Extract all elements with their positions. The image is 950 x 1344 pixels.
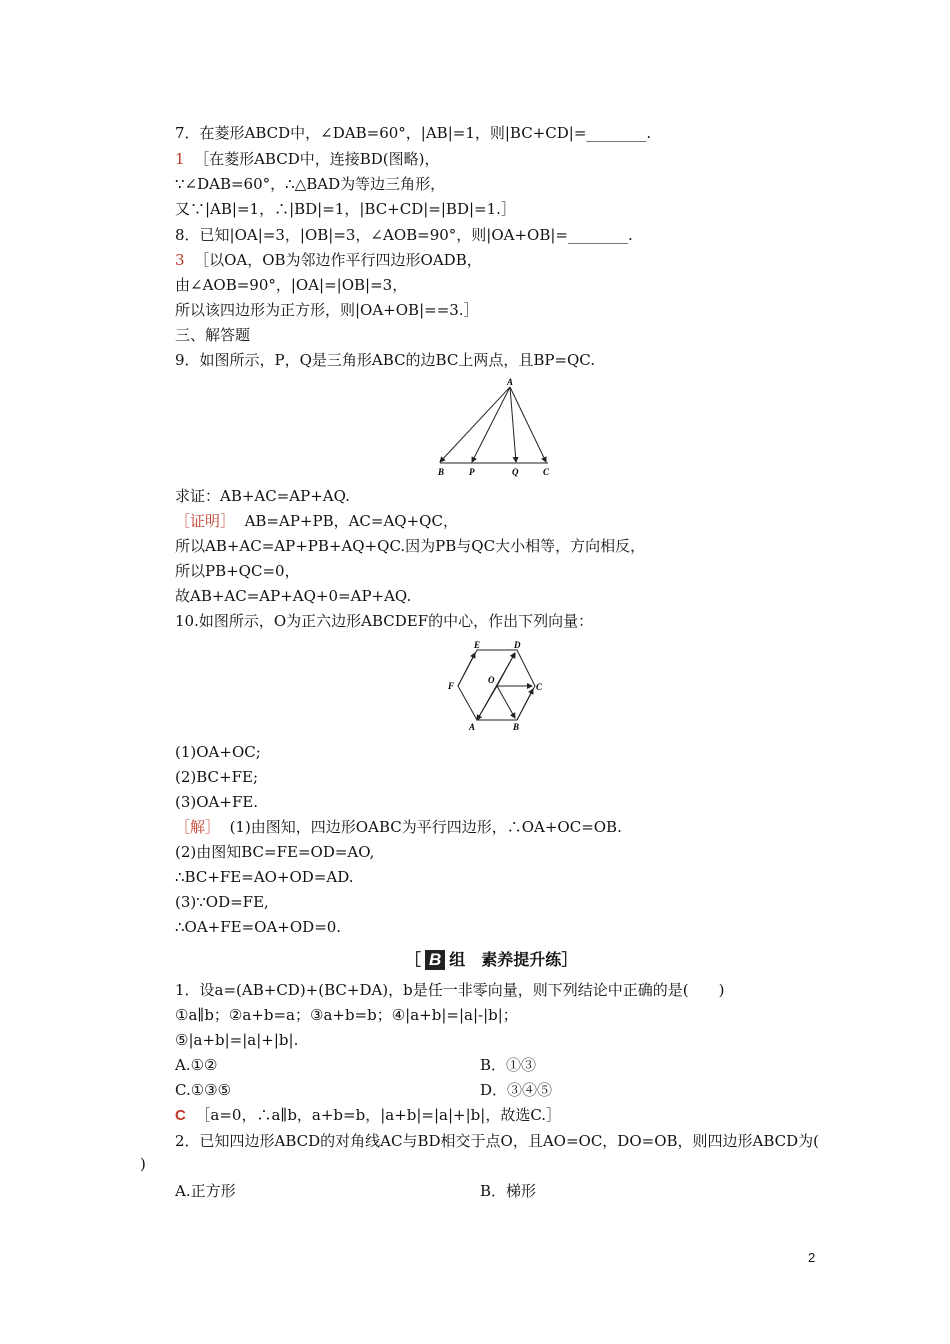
page-number: 2 <box>808 1250 816 1265</box>
b-question-1-statement-5: ⑤|a+b|=|a|+|b|. <box>175 1031 299 1049</box>
b-question-2: 2．已知四边形ABCD的对角线AC与BD相交于点O，且AO=OC，DO=OB，则四边形ABCD为( <box>175 1132 820 1150</box>
b-answer-1-text: ［a=0，∴a∥b，a+b=b，|a+b|=|a|+|b|，故选C.］ <box>195 1106 562 1124</box>
answer-10-line1 <box>175 817 622 837</box>
answer-9-text: AB=AP+PB，AC=AQ+QC， <box>244 512 458 530</box>
section-heading: 三、解答题 <box>175 326 251 344</box>
answer-8-line3: 所以该四边形为正方形，则|OA+OB|==3.］ <box>175 301 479 319</box>
option-c: C.①③⑤ <box>175 1081 232 1099</box>
answer-8-line2: 由∠AOB=90°，|OA|=|OB|=3， <box>175 276 408 294</box>
proof-tag: ［证明］ <box>175 512 236 530</box>
answer-10-line5: ∴OA+FE=OA+OD=0. <box>175 918 342 936</box>
answer-10-text: (1)由图知，四边形OABC为平行四边形，∴OA+OC=OB. <box>229 818 622 836</box>
group-b-letter: B <box>425 950 445 970</box>
label-O: O <box>488 675 495 685</box>
label-C: C <box>536 682 543 692</box>
answer-7-line3: 又∵|AB|=1，∴|BD|=1，|BC+CD|=|BD|=1.］ <box>175 200 516 218</box>
option-d: D．③④⑤ <box>480 1081 553 1099</box>
option-b: B．①③ <box>480 1056 537 1074</box>
answer-7-value: 1 <box>175 150 185 168</box>
solution-tag: ［解］ <box>175 818 221 836</box>
group-b-bracket-left: ［ <box>405 952 422 969</box>
question-10: 10.如图所示，O为正六边形ABCDEF的中心，作出下列向量： <box>175 612 594 630</box>
b-answer-1-choice: C <box>175 1107 186 1124</box>
b-question-2-cont: ) <box>140 1155 146 1173</box>
question-7: 7．在菱形ABCD中，∠DAB=60°，|AB|=1，则|BC+CD|=________. <box>175 124 652 142</box>
label-A: A <box>469 722 476 732</box>
label-B: B <box>513 722 520 732</box>
question-8: 8．已知|OA|=3，|OB|=3，∠AOB=90°，则|OA+OB|=________. <box>175 226 633 244</box>
group-b-heading <box>405 947 577 970</box>
label-B: B <box>438 467 445 477</box>
group-b-title: 组 素养提升练 <box>449 952 562 969</box>
answer-8-text: ［以OA，OB为邻边作平行四边形OADB， <box>194 251 482 269</box>
answer-9-line1 <box>175 511 458 531</box>
label-P: P <box>469 467 475 477</box>
triangle-figure <box>430 375 560 480</box>
b-question-1: 1．设a=(AB+CD)+(BC+DA)，b是任一非零向量，则下列结论中正确的是( ) <box>175 981 725 999</box>
answer-7-text: ［在菱形ABCD中，连接BD(图略)， <box>194 150 440 168</box>
answer-9-line4: 故AB+AC=AP+AQ+0=AP+AQ. <box>175 587 412 605</box>
question-10-part3: (3)OA+FE. <box>175 793 259 811</box>
b2-option-a: A.正方形 <box>175 1182 236 1200</box>
hexagon-figure <box>440 638 550 736</box>
answer-7-line2: ∵∠DAB=60°，∴△BAD为等边三角形， <box>175 175 446 193</box>
group-b-bracket-right: ］ <box>561 952 578 969</box>
label-D: D <box>514 640 521 650</box>
label-E: E <box>474 640 481 650</box>
b-answer-1 <box>175 1105 561 1126</box>
answer-9-line2: 所以AB+AC=AP+PB+AQ+QC.因为PB与QC大小相等，方向相反， <box>175 537 646 555</box>
answer-7-line1 <box>175 149 440 169</box>
b-question-1-statements: ①a∥b；②a+b=a；③a+b=b；④|a+b|=|a|-|b|； <box>175 1006 518 1024</box>
label-F: F <box>448 681 455 691</box>
b2-option-b: B．梯形 <box>480 1182 537 1200</box>
answer-10-line2: (2)由图知BC=FE=OD=AO, <box>175 843 375 861</box>
question-10-part2: (2)BC+FE; <box>175 768 259 786</box>
answer-9-line3: 所以PB+QC=0， <box>175 562 300 580</box>
answer-8-value: 3 <box>175 251 185 269</box>
answer-10-line3: ∴BC+FE=AO+OD=AD. <box>175 868 354 886</box>
question-10-part1: (1)OA+OC; <box>175 743 261 761</box>
label-C: C <box>543 467 550 477</box>
label-Q: Q <box>512 467 519 477</box>
label-A: A <box>507 377 514 387</box>
option-a: A.①② <box>175 1056 218 1074</box>
question-9: 9．如图所示，P，Q是三角形ABC的边BC上两点，且BP=QC. <box>175 351 596 369</box>
answer-8-line1 <box>175 250 482 270</box>
answer-10-line4: (3)∵OD=FE, <box>175 893 269 911</box>
question-9-prove: 求证：AB+AC=AP+AQ. <box>175 487 350 505</box>
